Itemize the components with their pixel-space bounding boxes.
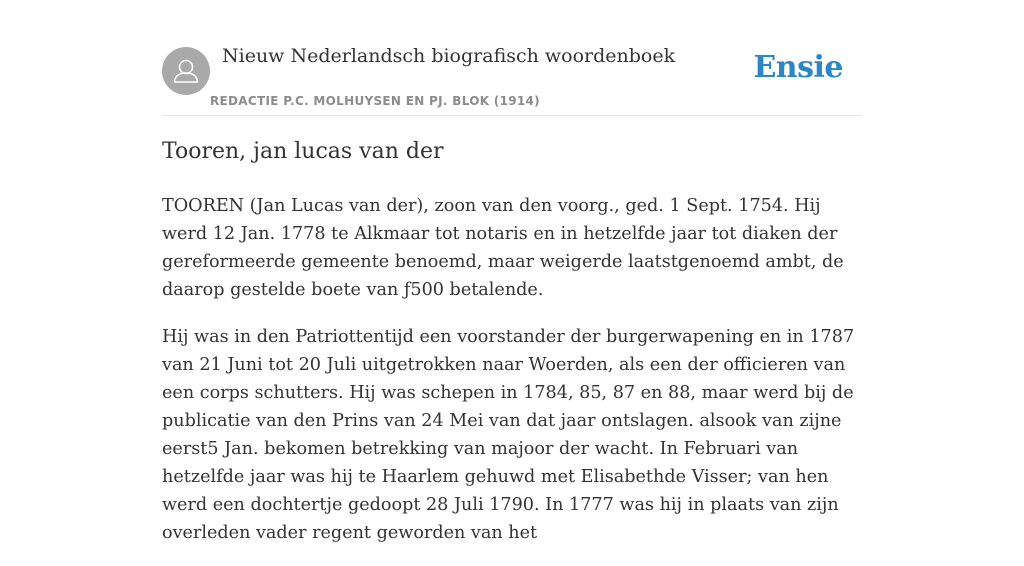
source-header — [162, 0, 862, 116]
user-silhouette-icon — [162, 47, 210, 95]
entry-title: Tooren, jan lucas van der — [162, 139, 444, 164]
book-title[interactable]: Nieuw Nederlandsch biografisch woordenboek — [222, 45, 676, 67]
ensie-logo[interactable]: Ensie — [753, 50, 843, 85]
entry-body — [162, 192, 862, 566]
avatar[interactable] — [162, 47, 210, 95]
content-container — [162, 0, 862, 543]
body-paragraph-2: Hij was in den Patriottentijd een voorstander der burgerwapening en in 1787 van 21 Juni tot 20 Juli uitgetrokken naar Woerden, als een der officieren van een corps schutters. Hij was schepen in 1784, 85, 87 en 88, maar werd bij de publicatie van den Prins van 24 Mei van dat jaar ontslagen. alsook van zijne eerst5 Jan. bekomen betrekking van majoor der wacht. In Februari van hetzelfde jaar was hij te Haarlem gehuwd met Elisabethde Visser; van hen werd een dochtertje gedoopt 28 Juli 1790. In 1777 was hij in plaats van zijn overleden vader regent geworden van het — [162, 327, 855, 543]
editor-byline: REDACTIE P.C. MOLHUYSEN EN PJ. BLOK (1914) — [210, 94, 540, 108]
body-paragraph-1: TOOREN (Jan Lucas van der), zoon van den voorg., ged. 1 Sept. 1754. Hij werd 12 Jan. 1778 te Alkmaar tot notaris en in hetzelfde jaar tot diaken der gereformeerde gemeente benoemd, maar weigerde laatstgenoemd ambt, de daarop gestelde boete van ƒ500 betalende. — [162, 196, 844, 300]
